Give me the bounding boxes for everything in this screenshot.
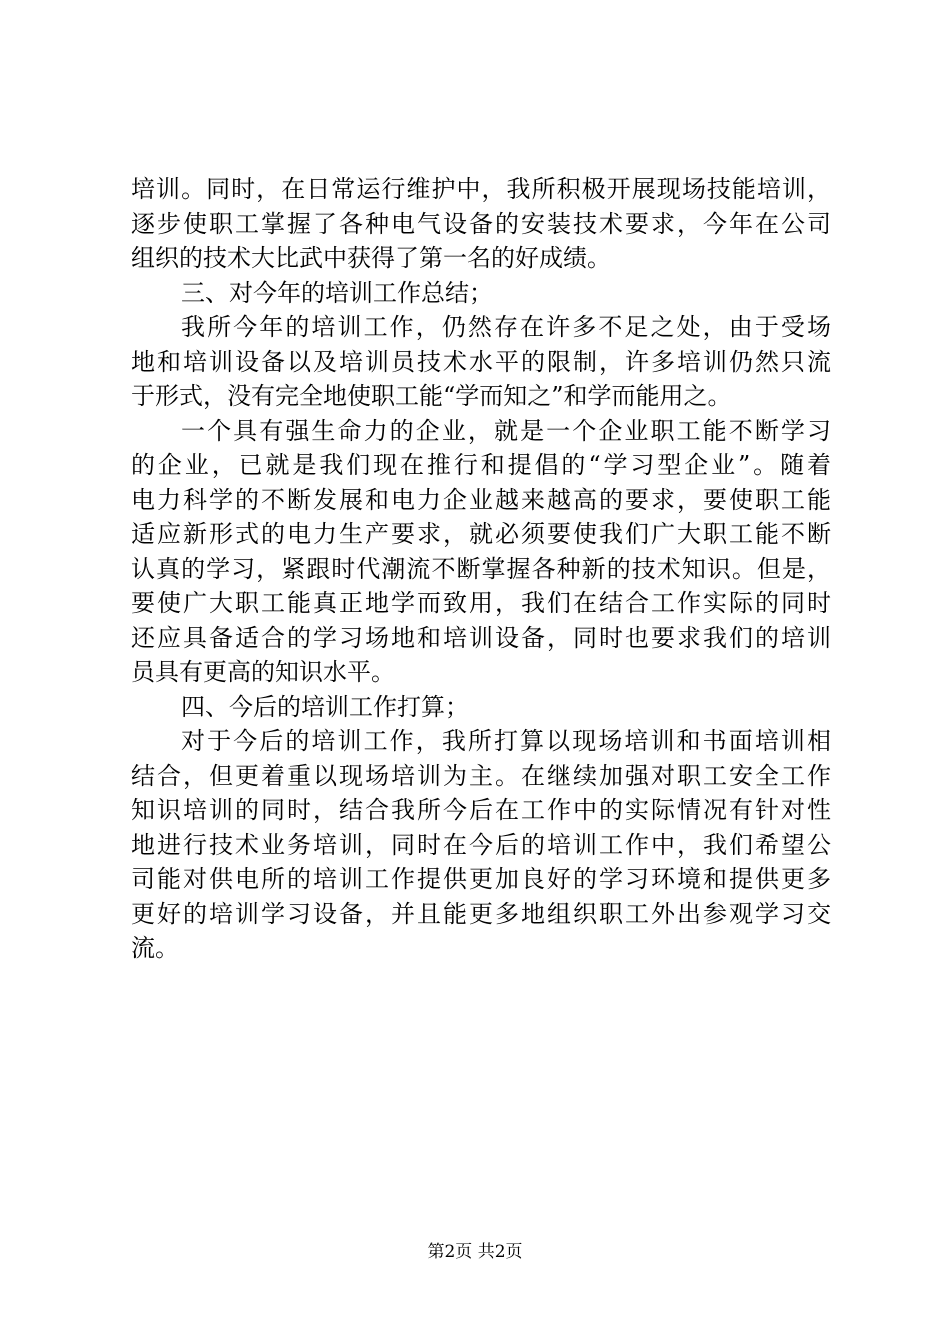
body-line: 认真的学习，紧跟时代潮流不断掌握各种新的技术知识。但是，: [131, 554, 831, 583]
body-line: 的企业，已就是我们现在推行和提倡的“学习型企业”。随着: [131, 451, 831, 479]
body-line: 更好的培训学习设备，并且能更多地组织职工外出参观学习交: [131, 899, 831, 928]
body-line: 地和培训设备以及培训员技术水平的限制，许多培训仍然只流: [131, 347, 831, 376]
body-line: 于形式，没有完全地使职工能“学而知之”和学而能用之。: [131, 382, 732, 410]
body-line: 逐步使职工掌握了各种电气设备的安装技术要求，今年在公司: [131, 209, 831, 238]
body-line: 一个具有强生命力的企业，就是一个企业职工能不断学习: [181, 416, 831, 445]
body-line: 电力科学的不断发展和电力企业越来越高的要求，要使职工能: [131, 485, 831, 514]
body-line: 流。: [131, 934, 179, 962]
body-line: 员具有更高的知识水平。: [131, 658, 395, 686]
body-line: 司能对供电所的培训工作提供更加良好的学习环境和提供更多: [131, 865, 831, 893]
body-line: 结合，但更着重以现场培训为主。在继续加强对职工安全工作: [131, 761, 831, 790]
body-line: 对于今后的培训工作，我所打算以现场培训和书面培训相: [181, 727, 831, 755]
body-line: 适应新形式的电力生产要求，就必须要使我们广大职工能不断: [131, 520, 831, 548]
body-line: 要使广大职工能真正地学而致用，我们在结合工作实际的同时: [131, 589, 831, 617]
body-line: 组织的技术大比武中获得了第一名的好成绩。: [131, 244, 611, 272]
body-line: 知识培训的同时，结合我所今后在工作中的实际情况有针对性: [131, 796, 831, 824]
body-line: 还应具备适合的学习场地和培训设备，同时也要求我们的培训: [131, 623, 831, 652]
body-line: 地进行技术业务培训，同时在今后的培训工作中，我们希望公: [131, 830, 831, 859]
body-line: 三、对今年的培训工作总结；: [181, 278, 493, 307]
body-line: 培训。同时，在日常运行维护中，我所积极开展现场技能培训，: [131, 175, 831, 203]
body-line: 四、今后的培训工作打算；: [181, 692, 469, 721]
document-body: [131, 172, 831, 966]
page-footer: 第2页 共2页: [427, 1242, 523, 1262]
body-line: 我所今年的培训工作，仍然存在许多不足之处，由于受场: [181, 313, 831, 341]
